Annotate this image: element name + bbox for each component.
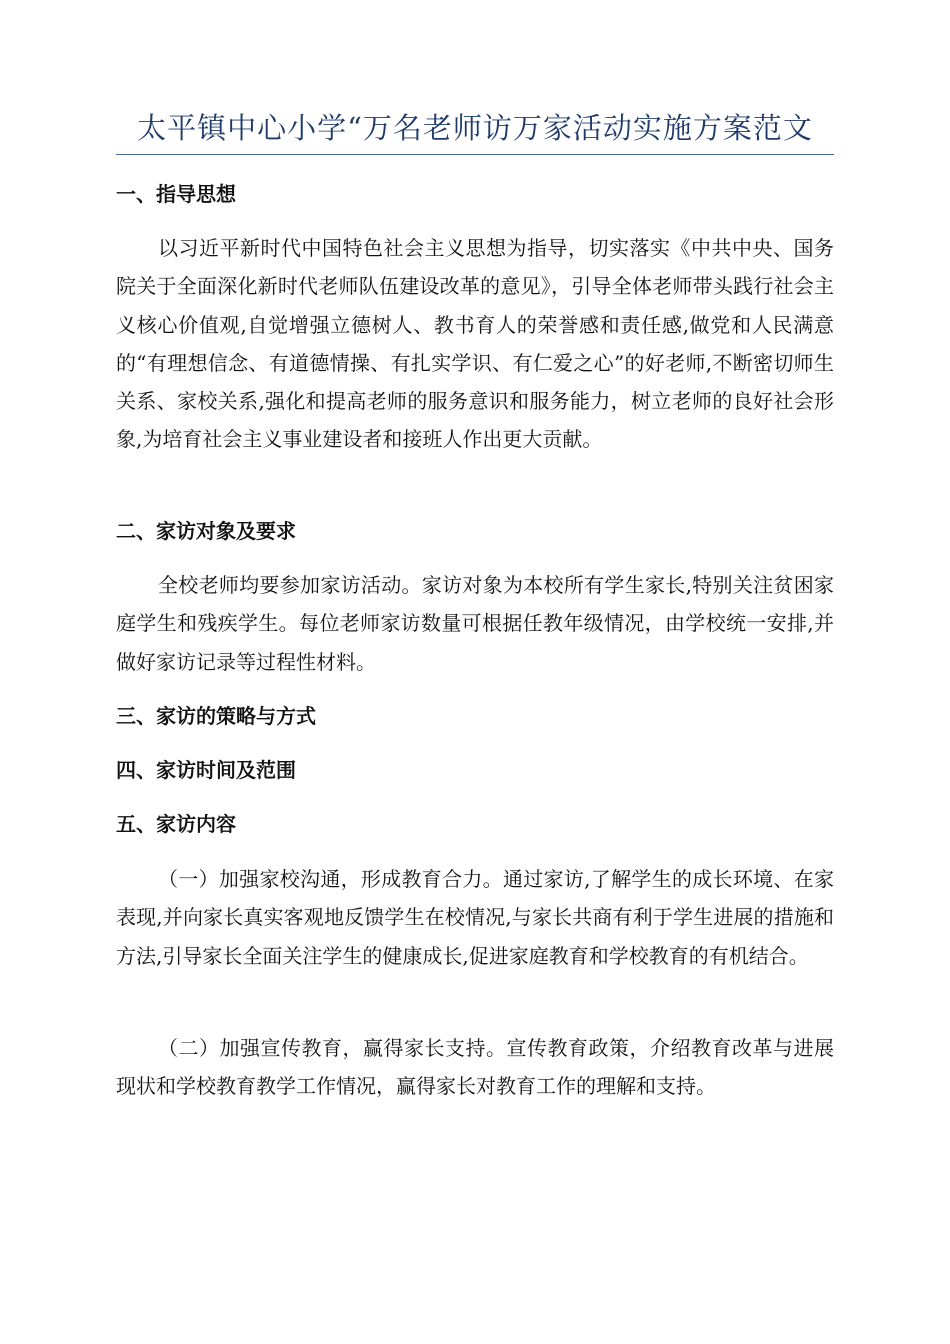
document-title: 太平镇中心小学“万名老师访万家活动实施方案范文 — [137, 111, 813, 145]
section-1-paragraph-1: 以习近平新时代中国特色社会主义思想为指导，切实落实《中共中央、国务院关于全面深化新时代老师队伍建设改革的意见》，引导全体老师带头践行社会主义核心价值观,自觉增强立德树人、教书育人的荣誉感和责任感,做党和人民满意的“有理想信念、有道德情操、有扎实学识、有仁爱之心”的好老师,不断密切师生关系、家校关系,强化和提高老师的服务意识和服务能力，树立老师的良好社会形象,为培育社会主义事业建设者和接班人作出更大贡献。 — [116, 236, 834, 452]
section-heading-2: 二、家访对象及要求 — [116, 519, 296, 543]
section-heading-5: 五、家访内容 — [116, 812, 236, 836]
section-heading-3: 三、家访的策略与方式 — [116, 704, 316, 728]
section-2-paragraph-1: 全校老师均要参加家访活动。家访对象为本校所有学生家长,特别关注贫困家庭学生和残疾学生。每位老师家访数量可根据任教年级情况，由学校统一安排,并做好家访记录等过程性材料。 — [116, 573, 834, 674]
title-block — [116, 108, 834, 155]
section-5-paragraph-2: （二）加强宣传教育，赢得家长支持。宣传教育政策，介绍教育改革与进展现状和学校教育教学工作情况，赢得家长对教育工作的理解和支持。 — [116, 1036, 834, 1099]
section-heading-4: 四、家访时间及范围 — [116, 758, 296, 782]
section-5-paragraph-1: （一）加强家校沟通，形成教育合力。通过家访,了解学生的成长环境、在家表现,并向家长真实客观地反馈学生在校情况,与家长共商有利于学生进展的措施和方法,引导家长全面关注学生的健康成长,促进家庭教育和学校教育的有机结合。 — [116, 867, 834, 968]
section-heading-1: 一、指导思想 — [116, 182, 236, 206]
